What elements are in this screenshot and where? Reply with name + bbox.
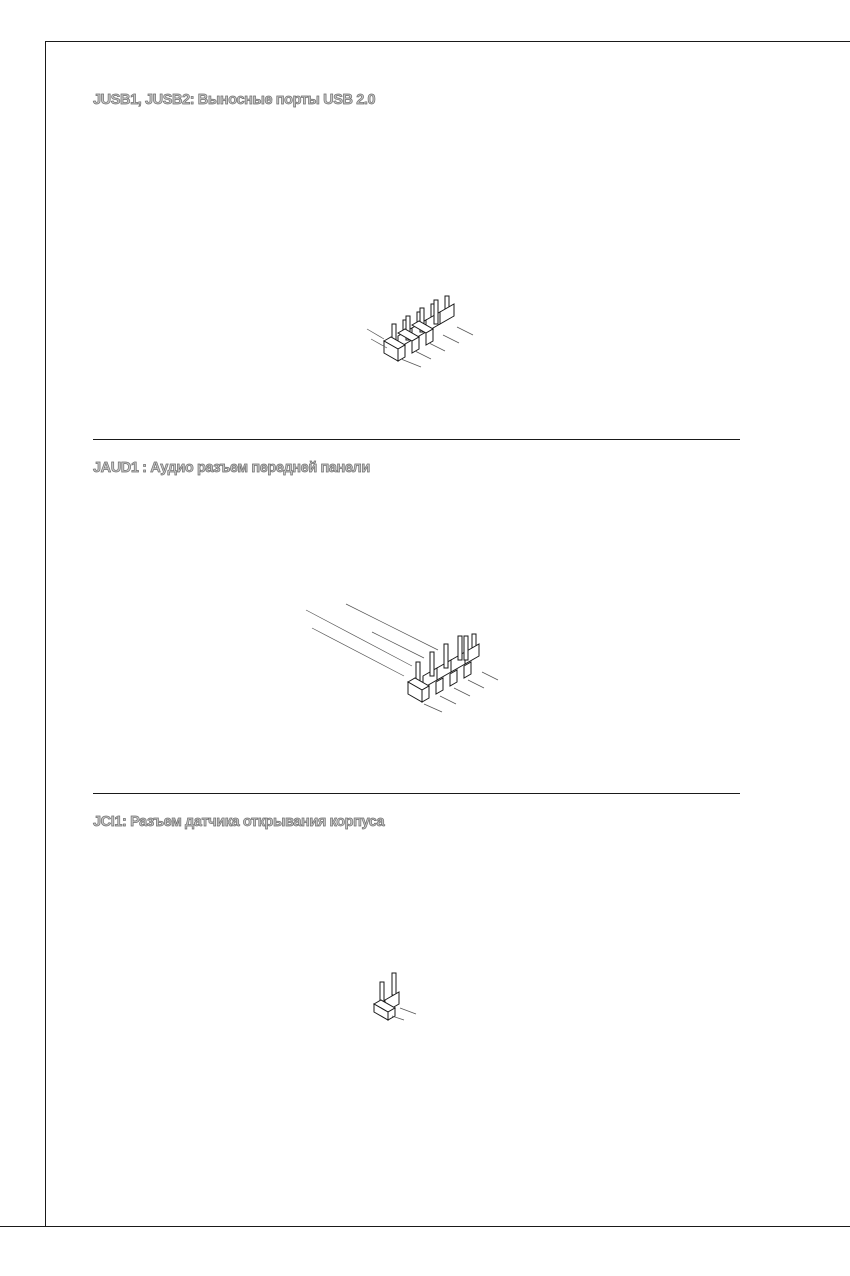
usb-connector-diagram — [365, 295, 477, 367]
section-heading-usb: JUSB1, JUSB2: Выносные порты USB 2.0 — [93, 92, 376, 108]
section-heading-audio: JAUD1 : Аудио разъем передней панели — [93, 460, 370, 476]
section-divider — [93, 439, 740, 440]
section-divider — [93, 793, 740, 794]
section-heading-chassis-intrusion: JCI1: Разъем датчика открывания корпуса — [93, 814, 385, 830]
chassis-intrusion-connector-diagram — [370, 970, 420, 1020]
audio-connector-diagram — [300, 600, 500, 712]
